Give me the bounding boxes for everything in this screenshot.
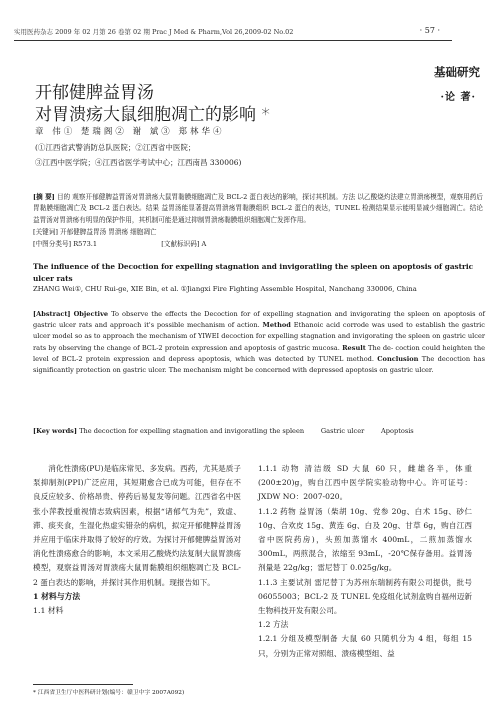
title-line-2: 对胃溃疡大鼠细胞凋亡的影响 * (35, 105, 270, 125)
method-label: Method (262, 321, 291, 330)
conclusion-text: The decoction has significantly protection on gastric ulcer. The mechanism might be concerned with depressed apoptosis on gastric ulcer. (33, 354, 485, 375)
para-reagents: 1.1.3 主要试剂 雷尼替丁为苏州东瑞制药有限公司提供，批号 06055003；BCL-2 及 TUNEL 免疫组化试剂盒购自福州迈新生物科技开发有限公司。 (258, 577, 472, 616)
title-line-1: 开郁健脾益胃汤 (35, 83, 154, 103)
affiliation-2: ③江西中医学院；④江西省医学考试中心；江西南昌 330006) (35, 158, 242, 167)
keywords-en-label: [Key words] (33, 427, 78, 435)
intro-paragraph: 消化性溃疡(PU)是临床常见、多发病。西药，尤其是质子泵抑制剂(PPI)广泛应用，其短期愈合已成为可能，但存在不良反应较多、价格昂贵、停药后易复发等问题。江西省名中医张小萍教授重视情志致病因素，根据“诸郁气为先”，致虚、滞、痰夹食，生湿化热虚实错杂的病机，拟定开郁健脾益胃汤并应用于临床并取得了较好的疗效。为探讨开郁健脾益胃汤对消化性溃疡愈合的影响，本文采用乙酸烧灼法复制大鼠胃溃疡模型，观察益胃汤对胃溃疡大鼠胃黏膜组织细胞凋亡及 BCL-2 蛋白表达的影响，并探讨其作用机制。现报告如下。 (33, 464, 241, 587)
abstract-en-label: [Abstract] (33, 310, 71, 318)
method-text: Ethanoic acid corrode was used to establish the gastric ulcer model so as to approach the mechanism of YIWEI decoction for expelling stagnation and invigorating the spleen on gastric ulcer rats by observing the change of BCL-2 protein expression and apoptosis of gastric mucosa. (33, 321, 485, 352)
keywords-cn: [关键词] 开郁健脾益胃汤 胃溃疡 细胞凋亡 (33, 228, 157, 236)
english-authors: ZHANG Wei①, CHU Rui-ge, XIE Bin, et al. ①Jiangxi Fire Fighting Assemble Hospital, Nanchang 330006, China (33, 285, 417, 293)
objective-text: To observe the effects the Decoction for of expelling stagnation and invigorating the spleen on apoptosis of gastric ulcer rats and approach it's possible mechanism of action. (33, 310, 485, 330)
abstract-cn-label: [摘 要] (33, 193, 55, 201)
journal-header: 实用医药杂志 2009 年 02 月第 26 卷第 02 期 Prac J Med & Pharm,Vol 26,2009-02 No.02 (14, 28, 294, 36)
document-code: [文献标识码] A (161, 240, 207, 248)
english-title: The influence of the Decoction for expelling stagnation and invigoratling the spleen on apoptosis of gastric ulcer rats (33, 262, 474, 283)
english-keywords (33, 426, 483, 438)
section-subtitle: ·论 著· (440, 92, 476, 103)
abstract-cn (33, 192, 483, 226)
classification-cn (33, 238, 206, 248)
affiliation-1: (①江西省武警消防总队医院；②江西省中医院； (35, 143, 196, 152)
english-abstract (33, 309, 485, 376)
body-left-column (33, 462, 241, 618)
footnote: * 江西省卫生厅中医科研计划(编号：赣卫中字 2007A092) (33, 690, 185, 696)
heading-methods: 1.2 方法 (258, 620, 289, 630)
conclusion-label: Conclusion (377, 354, 419, 363)
result-text: The de- coction could heighten the level of BCL-2 protein expression and depress apoptosis, which was detected by TUNEL method. (33, 343, 485, 363)
para-drugs: 1.1.2 药物 益胃汤（柴胡 10g、党参 20g、白术 15g、砂仁 10g、合欢皮 15g、黄连 6g、白及 20g、甘草 6g，购自江西省中医院药房)，头煎加蒸馏水 400mL，二煎加蒸馏水 300mL，两煎混合，浓缩至 93mL，-20℃保存备用。益胃汤剂量是 22g/kg；雷尼替丁 0.025g/kg。 (258, 506, 472, 573)
footnote-rule (33, 684, 133, 685)
heading-materials-methods: 1 材料与方法 (33, 591, 81, 601)
abstract-cn-text: 目的 观察开郁健脾益胃汤对胃溃疡大鼠胃黏膜细胞凋亡及 BCL-2 蛋白表达的影响，探讨其机制。方法 以乙酸烧灼法建立胃溃疡模型，观察用药后胃黏膜细胞凋亡及 BCL-2 蛋白表达。结果 益胃汤能显著提高胃溃疡胃黏膜组织 BCL-2 蛋白的表达，TUNEL 检测结果显示能明显减少细胞凋亡。结论 益胃汤对胃溃疡有明显的保护作用，其机制可能是通过抑制胃溃疡黏膜组织细胞凋亡发挥作用。 (33, 193, 483, 224)
keywords-en-text: The decoction for expelling stagnation and invigoratling the spleen Gastric ulcer Apoptosis (79, 427, 414, 435)
page-number: · 57 · (419, 26, 440, 35)
class-number: [中图分类号] R573.1 (33, 240, 98, 248)
result-label: Result (342, 343, 366, 352)
authors: 章 伟① 楚瑞阁② 谢 斌③ 郑林华④ (35, 127, 225, 137)
para-grouping: 1.2.1 分组及模型制备 大鼠 60 只随机分为 4 组，每组 15 只，分别为正常对照组、溃疡模型组、益 (258, 634, 472, 658)
header-rule (14, 40, 452, 41)
objective-label: Objective (73, 310, 109, 318)
heading-materials: 1.1 材料 (33, 606, 64, 616)
section-name: 基础研究 (434, 65, 480, 79)
article-title (35, 82, 270, 126)
body-right-column (258, 462, 472, 661)
para-animals: 1.1.1 动物 清洁级 SD 大鼠 60 只，雌雄各半，体重(200±20)g，购自江西中医学院实验动物中心。许可证号：JXDW NO：2007-020。 (258, 464, 472, 502)
